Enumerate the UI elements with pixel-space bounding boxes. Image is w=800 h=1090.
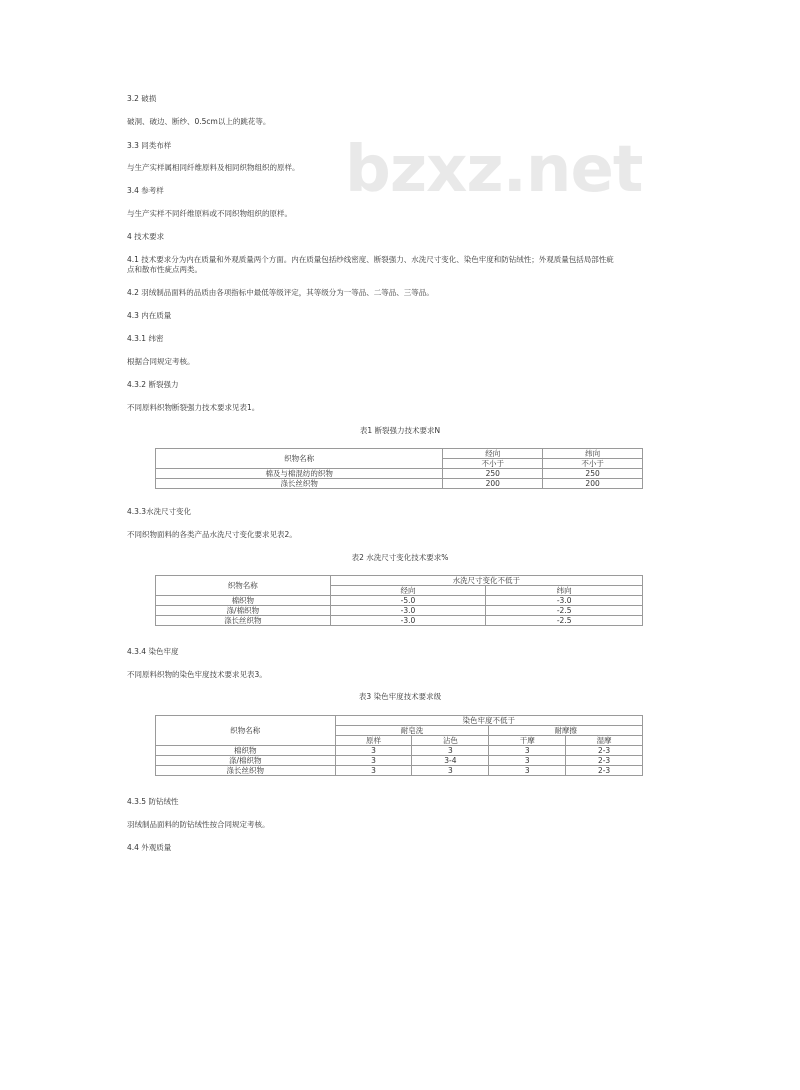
- table2: [155, 575, 643, 626]
- table1-sub1: 不小于: [443, 459, 543, 469]
- table-row: [156, 766, 643, 776]
- table-cell: -3.0: [330, 606, 486, 616]
- table2-header-col1: 经向: [330, 586, 486, 596]
- table-cell: 3: [412, 766, 489, 776]
- watermark: bzxz.net: [345, 133, 643, 207]
- table1-sub2: 不小于: [543, 459, 643, 469]
- table3-header-c2: 沾色: [412, 736, 489, 746]
- table-cell: 棉及与棉混纺的织物: [156, 469, 443, 479]
- section-3-2-heading: 3.2 破损: [127, 94, 157, 103]
- table-cell: 涤/棉织物: [156, 756, 336, 766]
- section-4-3-5-body: 羽绒制品面料的防钻绒性按合同规定考核。: [127, 820, 270, 829]
- table3-caption: 表3 染色牢度技术要求级: [358, 692, 442, 701]
- table-row: [156, 479, 643, 489]
- section-3-2-body: 破洞、破边、断纱、0.5cm以上的跳花等。: [127, 117, 271, 126]
- table3-header-rub: 耐摩擦: [489, 726, 643, 736]
- table3-header-c3: 干摩: [489, 736, 566, 746]
- section-3-3-heading: 3.3 同类布样: [127, 141, 172, 150]
- section-3-4-heading: 3.4 参考样: [127, 186, 164, 195]
- section-4-3-4-body: 不同原料织物的染色牢度技术要求见表3。: [127, 670, 267, 679]
- section-4-1-line1: 4.1 技术要求分为内在质量和外观质量两个方面。内在质量包括纱线密度、断裂强力、水洗尺寸变化、染色牢度和防钻绒性；外观质量包括局部性疵: [127, 255, 614, 264]
- table-cell: -3.0: [486, 596, 643, 606]
- section-4-3-2-body: 不同原料织物断裂强力技术要求见表1。: [127, 403, 260, 412]
- section-4-3-2-heading: 4.3.2 断裂强力: [127, 380, 179, 389]
- table-cell: 3: [489, 766, 566, 776]
- table-row: [156, 756, 643, 766]
- table-cell: 涤长丝织物: [156, 479, 443, 489]
- table-cell: 3: [412, 746, 489, 756]
- section-4-3-1-heading: 4.3.1 纬密: [127, 334, 164, 343]
- table1-header-col2: 纬向: [543, 449, 643, 459]
- table3-header-group: 染色牢度不低于: [335, 716, 642, 726]
- table-cell: 涤长丝织物: [156, 616, 331, 626]
- table3-header-soap: 耐皂洗: [335, 726, 489, 736]
- section-4-3-4-heading: 4.3.4 染色牢度: [127, 647, 179, 656]
- table-row: [156, 746, 643, 756]
- table-cell: 3: [335, 766, 412, 776]
- table-cell: 涤/棉织物: [156, 606, 331, 616]
- table-cell: 2-3: [566, 766, 643, 776]
- table-cell: 棉织物: [156, 596, 331, 606]
- table2-caption: 表2 水洗尺寸变化技术要求%: [351, 553, 449, 562]
- table-cell: 3: [489, 746, 566, 756]
- table2-header-name: 织物名称: [156, 576, 331, 596]
- section-4-3-5-heading: 4.3.5 防钻绒性: [127, 797, 179, 806]
- table-row: [156, 616, 643, 626]
- table2-header-col2: 纬向: [486, 586, 643, 596]
- table1-header-name: 织物名称: [156, 449, 443, 469]
- table3: [155, 715, 643, 776]
- section-4-3-3-body: 不同织物面料的各类产品水洗尺寸变化要求见表2。: [127, 530, 297, 539]
- section-4-3-1-body: 根据合同规定考核。: [127, 357, 195, 366]
- table-cell: 2-3: [566, 746, 643, 756]
- table-row: [156, 606, 643, 616]
- section-4-1-line2: 点和散布性疵点两类。: [127, 265, 202, 274]
- table-cell: 涤长丝织物: [156, 766, 336, 776]
- table-cell: 3: [335, 746, 412, 756]
- section-4-3-heading: 4.3 内在质量: [127, 311, 172, 320]
- table-cell: 200: [543, 479, 643, 489]
- table3-header-c4: 湿摩: [566, 736, 643, 746]
- table3-header-c1: 原样: [335, 736, 412, 746]
- table1: [155, 448, 643, 489]
- table-cell: 2-3: [566, 756, 643, 766]
- section-3-4-body: 与生产实样不同纤维原料或不同织物组织的原样。: [127, 209, 292, 218]
- section-4-2: 4.2 羽绒制品面料的品质由各项指标中最低等级评定，其等级分为一等品、二等品、三等品。: [127, 288, 434, 297]
- table-cell: -5.0: [330, 596, 486, 606]
- section-4-4-heading: 4.4 外观质量: [127, 843, 172, 852]
- table-cell: 250: [443, 469, 543, 479]
- table1-caption: 表1 断裂强力技术要求N: [359, 426, 441, 435]
- table-cell: -2.5: [486, 606, 643, 616]
- table-cell: -3.0: [330, 616, 486, 626]
- section-4-heading: 4 技术要求: [127, 232, 165, 241]
- table-row: [156, 469, 643, 479]
- section-3-3-body: 与生产实样属相同纤维原料及相同织物组织的原样。: [127, 163, 300, 172]
- section-4-3-3-heading: 4.3.3水洗尺寸变化: [127, 507, 192, 516]
- table2-header-group: 水洗尺寸变化不低于: [330, 576, 642, 586]
- table1-header-col1: 经向: [443, 449, 543, 459]
- table-cell: 250: [543, 469, 643, 479]
- table-row: [156, 596, 643, 606]
- table3-header-name: 织物名称: [156, 716, 336, 746]
- table-cell: 棉织物: [156, 746, 336, 756]
- table-cell: 3-4: [412, 756, 489, 766]
- table-cell: -2.5: [486, 616, 643, 626]
- table-cell: 3: [489, 756, 566, 766]
- table-cell: 3: [335, 756, 412, 766]
- table-cell: 200: [443, 479, 543, 489]
